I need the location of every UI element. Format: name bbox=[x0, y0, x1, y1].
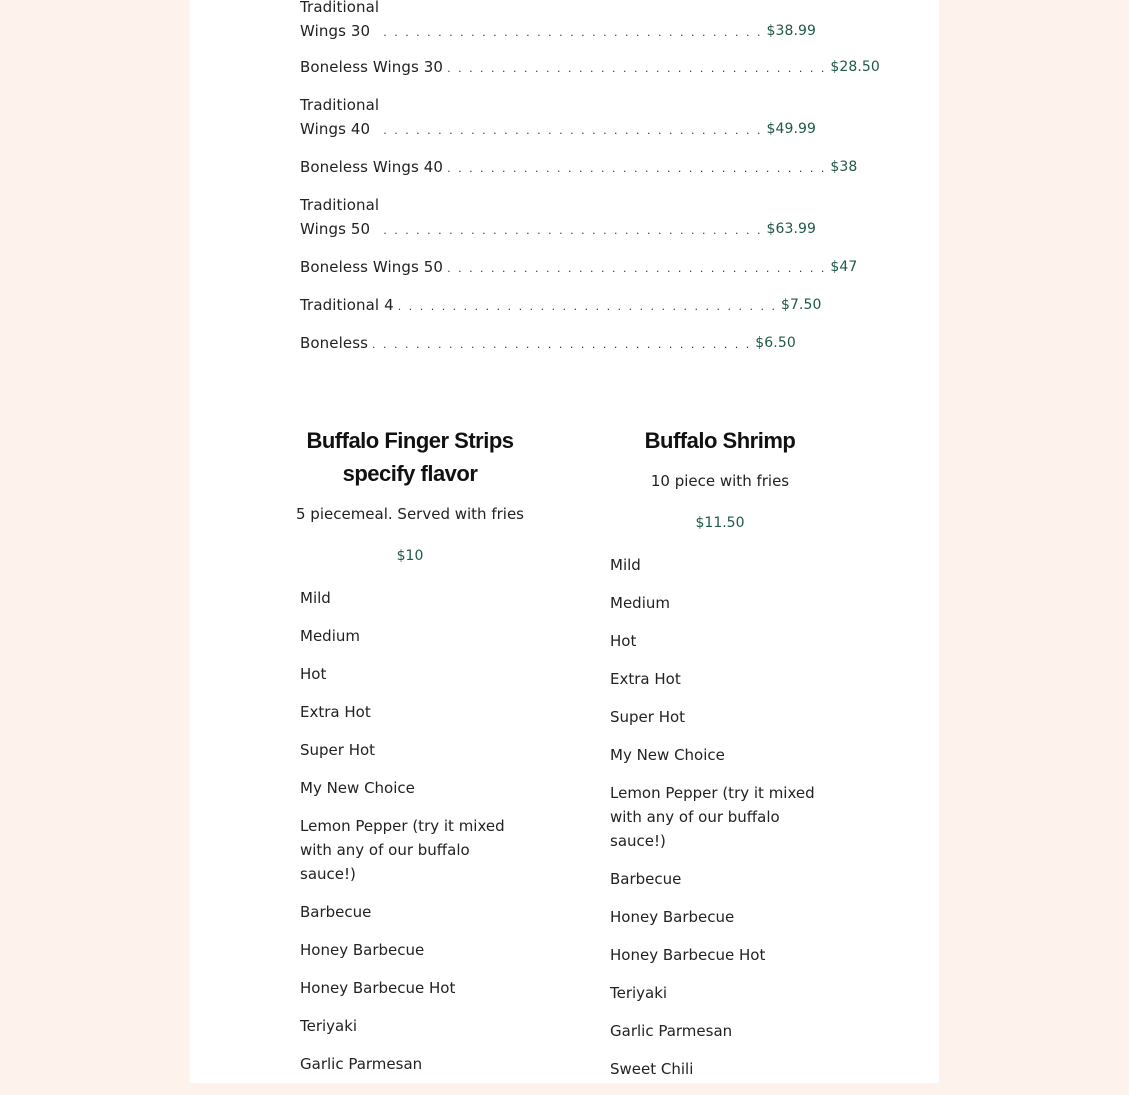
flavor-option: Honey Barbecue bbox=[610, 908, 735, 926]
flavor-option: Medium bbox=[610, 594, 670, 612]
flavor-option: Garlic Parmesan bbox=[300, 1055, 423, 1073]
leader-dots: . . . . . . . . . . . . . . . . . . . . . . . . . . . . . . . . . . . bbox=[447, 62, 827, 75]
leader-dots: . . . . . . . . . . . . . . . . . . . . . . . . . . . . . . . . . . . bbox=[383, 124, 763, 137]
leader-dots: . . . . . . . . . . . . . . . . . . . . . . . . . . . . . . . . . . . bbox=[383, 224, 763, 237]
item-name: Traditional 4 bbox=[300, 296, 394, 314]
flavor-option: My New Choice bbox=[300, 779, 415, 797]
leader-dots: . . . . . . . . . . . . . . . . . . . . . . . . . . . . . . . . . . . bbox=[372, 338, 752, 351]
menu-page bbox=[190, 0, 939, 1083]
item-price: $63.99 bbox=[766, 221, 817, 237]
leader-dots: . . . . . . . . . . . . . . . . . . . . . . . . . . . . . . . . . . . bbox=[447, 262, 827, 275]
item-name: Traditional Wings 40 bbox=[300, 96, 380, 138]
flavor-option: Garlic Parmesan bbox=[610, 1022, 733, 1040]
flavor-option: Teriyaki bbox=[610, 984, 668, 1002]
flavor-option: Hot bbox=[610, 632, 637, 650]
item-price: $49.99 bbox=[766, 121, 817, 137]
section-title-shrimp: Buffalo Shrimp bbox=[644, 428, 796, 453]
menu-item-boneless bbox=[300, 331, 796, 355]
item-name: Boneless Wings 50 bbox=[300, 258, 444, 276]
flavor-list-finger-strips bbox=[300, 586, 505, 1090]
item-name: Traditional Wings 50 bbox=[300, 196, 380, 238]
menu-item-traditional-4 bbox=[300, 293, 822, 317]
flavor-option: Lemon Pepper (try it mixed with any of our buffalo sauce!) bbox=[610, 784, 815, 850]
flavor-list-shrimp bbox=[610, 553, 815, 1095]
section-price-shrimp: $11.50 bbox=[695, 515, 745, 531]
item-price: $7.50 bbox=[780, 297, 822, 313]
flavor-option: Hot bbox=[300, 665, 327, 683]
flavor-option: Medium bbox=[300, 627, 360, 645]
flavor-option: Super Hot bbox=[610, 708, 686, 726]
section-title-finger-strips: Buffalo Finger Strips specify flavor bbox=[306, 428, 514, 486]
section-description-finger-strips: 5 piecemeal. Served with fries bbox=[295, 505, 524, 523]
flavor-option: Barbecue bbox=[610, 870, 682, 888]
menu-item-traditional-wings-50 bbox=[300, 193, 817, 241]
item-price: $47 bbox=[830, 259, 858, 275]
flavor-option: Honey Barbecue Hot bbox=[300, 979, 456, 997]
flavor-option: Super Hot bbox=[300, 741, 376, 759]
item-price: $28.50 bbox=[830, 59, 880, 75]
flavor-option: Honey Barbecue Hot bbox=[610, 946, 766, 964]
flavor-option: Barbecue bbox=[300, 903, 372, 921]
item-name: Boneless Wings 40 bbox=[300, 158, 444, 176]
menu-item-traditional-wings-30 bbox=[300, 0, 817, 43]
item-name: Traditional Wings 30 bbox=[300, 0, 380, 40]
item-name: Boneless bbox=[300, 334, 369, 352]
flavor-option: My New Choice bbox=[610, 746, 725, 764]
item-price: $38.99 bbox=[766, 23, 817, 39]
flavor-option: Extra Hot bbox=[300, 703, 371, 721]
menu-item-boneless-wings-30 bbox=[300, 55, 880, 79]
menu-item-traditional-wings-40 bbox=[300, 93, 817, 141]
flavor-option: Lemon Pepper (try it mixed with any of our buffalo sauce!) bbox=[300, 817, 505, 883]
menu-item-boneless-wings-40 bbox=[300, 155, 858, 179]
leader-dots: . . . . . . . . . . . . . . . . . . . . . . . . . . . . . . . . . . . bbox=[447, 162, 827, 175]
flavor-option: Sweet Chili bbox=[610, 1060, 694, 1078]
section-price-finger-strips: $10 bbox=[396, 548, 424, 564]
flavor-option: Extra Hot bbox=[610, 670, 681, 688]
item-name: Boneless Wings 30 bbox=[300, 58, 444, 76]
leader-dots: . . . . . . . . . . . . . . . . . . . . . . . . . . . . . . . . . . . bbox=[383, 26, 763, 39]
leader-dots: . . . . . . . . . . . . . . . . . . . . . . . . . . . . . . . . . . . bbox=[397, 300, 777, 313]
flavor-option: Honey Barbecue bbox=[300, 941, 425, 959]
flavor-option: Teriyaki bbox=[300, 1017, 358, 1035]
item-price: $38 bbox=[830, 159, 858, 175]
section-description-shrimp: 10 piece with fries bbox=[650, 472, 790, 490]
item-price: $6.50 bbox=[755, 335, 796, 351]
flavor-option: Mild bbox=[610, 556, 641, 574]
menu-item-boneless-wings-50 bbox=[300, 255, 858, 279]
flavor-option: Mild bbox=[300, 589, 331, 607]
